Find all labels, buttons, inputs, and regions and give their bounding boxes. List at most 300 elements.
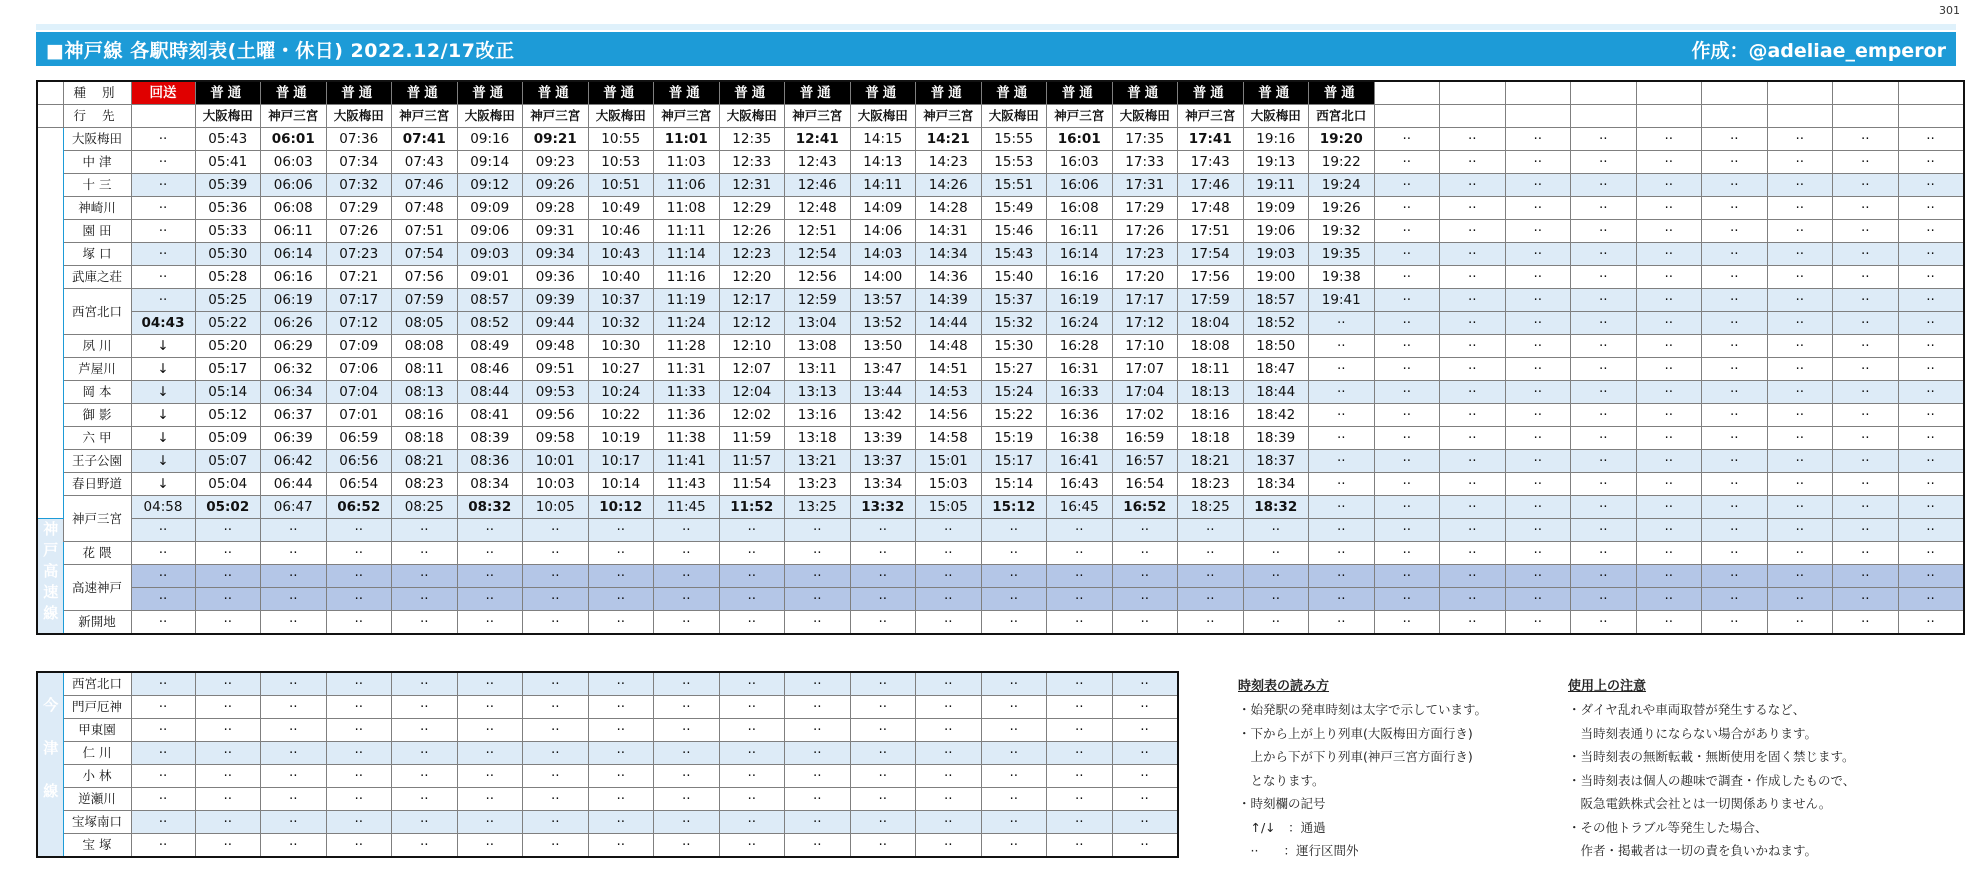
station-name: 六 甲 xyxy=(63,427,131,450)
empty-cell: ·· xyxy=(1702,611,1768,635)
time-cell: ·· xyxy=(326,588,392,611)
empty-cell: ·· xyxy=(1767,542,1833,565)
empty-cell xyxy=(1767,105,1833,128)
time-cell: 14:31 xyxy=(916,220,982,243)
time-cell: 19:35 xyxy=(1309,243,1375,266)
empty-cell: ·· xyxy=(1636,496,1702,519)
empty-cell: ·· xyxy=(1636,335,1702,358)
time-cell: 17:41 xyxy=(1178,128,1244,151)
time-cell: ·· xyxy=(1047,588,1113,611)
time-cell: 08:41 xyxy=(457,404,523,427)
empty-cell: ·· xyxy=(1636,174,1702,197)
empty-cell: ·· xyxy=(1898,128,1964,151)
time-cell: 13:16 xyxy=(785,404,851,427)
time-cell: ·· xyxy=(916,519,982,542)
time-cell: 17:23 xyxy=(1112,243,1178,266)
train-type-local: 普通 xyxy=(1047,81,1113,105)
time-cell: 11:01 xyxy=(654,128,720,151)
time-cell: 12:35 xyxy=(719,128,785,151)
empty-cell: ·· xyxy=(1571,496,1637,519)
time-cell: 05:39 xyxy=(195,174,261,197)
time-cell: 14:28 xyxy=(916,197,982,220)
time-cell: ·· xyxy=(1047,542,1113,565)
empty-cell: ·· xyxy=(1374,220,1440,243)
time-cell: 19:20 xyxy=(1309,128,1375,151)
time-cell: ·· xyxy=(719,742,785,765)
time-cell: ·· xyxy=(588,565,654,588)
table-row xyxy=(37,611,1964,635)
time-cell: ·· xyxy=(131,266,195,289)
time-cell: ·· xyxy=(523,542,589,565)
time-cell: ·· xyxy=(1178,542,1244,565)
train-destination: 大阪梅田 xyxy=(457,105,523,128)
time-cell: ·· xyxy=(523,519,589,542)
time-cell: 06:26 xyxy=(261,312,327,335)
time-cell: ·· xyxy=(1309,312,1375,335)
table-row xyxy=(37,519,1964,542)
time-cell: 15:01 xyxy=(916,450,982,473)
time-cell: ·· xyxy=(654,742,720,765)
time-cell: 08:32 xyxy=(457,496,523,519)
time-cell: ·· xyxy=(850,811,916,834)
time-cell: 17:20 xyxy=(1112,266,1178,289)
empty-cell: ·· xyxy=(1505,197,1571,220)
time-cell: ·· xyxy=(261,719,327,742)
time-cell: ·· xyxy=(195,719,261,742)
station-name: 岡 本 xyxy=(63,381,131,404)
time-cell: 12:54 xyxy=(785,243,851,266)
empty-cell: ·· xyxy=(1833,611,1899,635)
empty-cell: ·· xyxy=(1505,611,1571,635)
notes-panel xyxy=(1238,675,1954,865)
time-cell: ·· xyxy=(1178,565,1244,588)
empty-cell: ·· xyxy=(1702,588,1768,611)
time-cell: ·· xyxy=(131,128,195,151)
time-cell: 07:04 xyxy=(326,381,392,404)
time-cell: ·· xyxy=(1047,696,1113,719)
note-line: ・時刻欄の記号 xyxy=(1238,796,1326,811)
train-type-local: 普通 xyxy=(392,81,458,105)
time-cell: ·· xyxy=(131,811,195,834)
empty-cell: ·· xyxy=(1505,496,1571,519)
time-cell: 05:17 xyxy=(195,358,261,381)
time-cell: 10:14 xyxy=(588,473,654,496)
time-cell: 09:28 xyxy=(523,197,589,220)
empty-cell: ·· xyxy=(1636,358,1702,381)
empty-cell: ·· xyxy=(1767,243,1833,266)
empty-cell: ·· xyxy=(1636,542,1702,565)
time-cell: ·· xyxy=(719,611,785,635)
time-cell: ·· xyxy=(131,519,195,542)
time-cell: 11:31 xyxy=(654,358,720,381)
empty-cell: ·· xyxy=(1440,473,1506,496)
time-cell: ·· xyxy=(916,742,982,765)
time-cell: 10:24 xyxy=(588,381,654,404)
time-cell: 15:24 xyxy=(981,381,1047,404)
time-cell: 05:33 xyxy=(195,220,261,243)
empty-cell: ·· xyxy=(1767,565,1833,588)
time-cell: ·· xyxy=(719,565,785,588)
time-cell: 17:17 xyxy=(1112,289,1178,312)
time-cell: ·· xyxy=(326,565,392,588)
time-cell: 16:08 xyxy=(1047,197,1113,220)
empty-cell: ·· xyxy=(1374,358,1440,381)
time-cell: 07:56 xyxy=(392,266,458,289)
empty-cell: ·· xyxy=(1702,266,1768,289)
empty-cell: ·· xyxy=(1571,588,1637,611)
time-cell: ·· xyxy=(916,811,982,834)
empty-cell: ·· xyxy=(1702,450,1768,473)
time-cell: 17:51 xyxy=(1178,220,1244,243)
empty-cell: ·· xyxy=(1898,404,1964,427)
empty-cell: ·· xyxy=(1505,565,1571,588)
time-cell: 10:49 xyxy=(588,197,654,220)
empty-cell xyxy=(1702,81,1768,105)
time-cell: 09:01 xyxy=(457,266,523,289)
empty-cell: ·· xyxy=(1440,427,1506,450)
time-cell: 13:57 xyxy=(850,289,916,312)
time-cell: 15:27 xyxy=(981,358,1047,381)
time-cell: ·· xyxy=(523,672,589,696)
time-cell: 14:23 xyxy=(916,151,982,174)
time-cell: ·· xyxy=(588,811,654,834)
time-cell: 18:47 xyxy=(1243,358,1309,381)
time-cell: 18:11 xyxy=(1178,358,1244,381)
time-cell: ·· xyxy=(131,197,195,220)
empty-cell xyxy=(1702,105,1768,128)
time-cell: ·· xyxy=(261,519,327,542)
time-cell: ·· xyxy=(326,519,392,542)
time-cell: 12:51 xyxy=(785,220,851,243)
station-name: 宝塚南口 xyxy=(63,811,131,834)
time-cell: 10:46 xyxy=(588,220,654,243)
time-cell: 12:41 xyxy=(785,128,851,151)
time-cell: ·· xyxy=(1243,588,1309,611)
empty-cell: ·· xyxy=(1833,220,1899,243)
time-cell: 08:08 xyxy=(392,335,458,358)
time-cell: ·· xyxy=(195,565,261,588)
empty-cell: ·· xyxy=(1440,519,1506,542)
train-type-local: 普通 xyxy=(261,81,327,105)
time-cell: 09:14 xyxy=(457,151,523,174)
time-cell: ·· xyxy=(261,672,327,696)
time-cell: ·· xyxy=(1112,834,1178,858)
empty-cell: ·· xyxy=(1833,243,1899,266)
time-cell: 17:29 xyxy=(1112,197,1178,220)
time-cell: ·· xyxy=(131,696,195,719)
table-row xyxy=(37,289,1964,312)
empty-cell: ·· xyxy=(1833,174,1899,197)
time-cell: ·· xyxy=(981,742,1047,765)
empty-cell: ·· xyxy=(1702,128,1768,151)
note-line: ・当時刻表は個人の趣味で調査・作成したもので、 xyxy=(1568,772,1856,788)
time-cell: ·· xyxy=(1309,358,1375,381)
time-cell: 14:21 xyxy=(916,128,982,151)
empty-cell: ·· xyxy=(1571,335,1637,358)
usage-notes xyxy=(1568,675,1855,863)
empty-cell: ·· xyxy=(1505,289,1571,312)
time-cell: 13:04 xyxy=(785,312,851,335)
page-number: 301 xyxy=(1939,4,1960,17)
empty-cell: ·· xyxy=(1898,358,1964,381)
time-cell: 18:50 xyxy=(1243,335,1309,358)
time-cell: ·· xyxy=(131,542,195,565)
empty-cell: ·· xyxy=(1702,404,1768,427)
time-cell: ·· xyxy=(981,788,1047,811)
empty-cell: ·· xyxy=(1898,565,1964,588)
time-cell: 15:55 xyxy=(981,128,1047,151)
time-cell: 10:17 xyxy=(588,450,654,473)
train-type-local: 普通 xyxy=(719,81,785,105)
time-cell: 07:34 xyxy=(326,151,392,174)
time-cell: 07:23 xyxy=(326,243,392,266)
empty-cell: ·· xyxy=(1571,312,1637,335)
time-cell: 06:37 xyxy=(261,404,327,427)
empty-cell: ·· xyxy=(1374,611,1440,635)
empty-cell: ·· xyxy=(1505,404,1571,427)
time-cell: 06:32 xyxy=(261,358,327,381)
time-cell: 11:41 xyxy=(654,450,720,473)
time-cell: 07:32 xyxy=(326,174,392,197)
time-cell: 14:53 xyxy=(916,381,982,404)
empty-cell: ·· xyxy=(1833,473,1899,496)
time-cell: 06:54 xyxy=(326,473,392,496)
time-cell: ·· xyxy=(131,174,195,197)
time-cell: 13:25 xyxy=(785,496,851,519)
empty-cell: ·· xyxy=(1898,151,1964,174)
time-cell: ·· xyxy=(523,696,589,719)
time-cell: ·· xyxy=(654,834,720,858)
empty-cell: ·· xyxy=(1702,565,1768,588)
time-cell: 12:23 xyxy=(719,243,785,266)
time-cell: 07:54 xyxy=(392,243,458,266)
time-cell: ·· xyxy=(1112,696,1178,719)
time-cell: 09:53 xyxy=(523,381,589,404)
empty-cell: ·· xyxy=(1571,565,1637,588)
time-cell: ·· xyxy=(981,565,1047,588)
train-destination: 神戸三宮 xyxy=(785,105,851,128)
time-cell: 12:04 xyxy=(719,381,785,404)
time-cell: 16:28 xyxy=(1047,335,1113,358)
time-cell: ·· xyxy=(326,611,392,635)
train-destination: 神戸三宮 xyxy=(523,105,589,128)
time-cell: ·· xyxy=(131,151,195,174)
empty-cell: ·· xyxy=(1440,335,1506,358)
time-cell: 16:24 xyxy=(1047,312,1113,335)
time-cell: 19:09 xyxy=(1243,197,1309,220)
time-cell: 07:51 xyxy=(392,220,458,243)
station-name: 逆瀬川 xyxy=(63,788,131,811)
train-type-local: 普通 xyxy=(654,81,720,105)
empty-cell: ·· xyxy=(1440,220,1506,243)
time-cell: ·· xyxy=(1112,765,1178,788)
time-cell: ·· xyxy=(392,611,458,635)
time-cell: 17:10 xyxy=(1112,335,1178,358)
time-cell: 06:08 xyxy=(261,197,327,220)
reading-guide-title: 時刻表の読み方 xyxy=(1238,679,1330,694)
time-cell: 14:09 xyxy=(850,197,916,220)
time-cell: 08:21 xyxy=(392,450,458,473)
time-cell: 07:17 xyxy=(326,289,392,312)
empty-cell: ·· xyxy=(1702,542,1768,565)
empty-cell: ·· xyxy=(1833,289,1899,312)
empty-cell: ·· xyxy=(1833,496,1899,519)
time-cell: ·· xyxy=(392,834,458,858)
time-cell: ·· xyxy=(392,565,458,588)
train-type-local: 普通 xyxy=(195,81,261,105)
time-cell: ·· xyxy=(523,765,589,788)
empty-cell: ·· xyxy=(1374,335,1440,358)
time-cell: ·· xyxy=(916,834,982,858)
time-cell: ·· xyxy=(523,834,589,858)
time-cell: 11:45 xyxy=(654,496,720,519)
time-cell: 10:12 xyxy=(588,496,654,519)
empty-cell: ·· xyxy=(1374,266,1440,289)
time-cell: 13:08 xyxy=(785,335,851,358)
time-cell: ·· xyxy=(261,611,327,635)
train-destination: 大阪梅田 xyxy=(1243,105,1309,128)
empty-cell: ·· xyxy=(1440,496,1506,519)
time-cell: 15:51 xyxy=(981,174,1047,197)
section-label-kobe-main xyxy=(37,128,63,519)
time-cell: 14:48 xyxy=(916,335,982,358)
time-cell: ·· xyxy=(785,719,851,742)
time-cell: 04:58 xyxy=(131,496,195,519)
time-cell: ·· xyxy=(131,611,195,635)
time-cell: 14:56 xyxy=(916,404,982,427)
time-cell: 19:00 xyxy=(1243,266,1309,289)
station-name: 新開地 xyxy=(63,611,131,635)
empty-cell: ·· xyxy=(1571,611,1637,635)
time-cell: 08:23 xyxy=(392,473,458,496)
empty-cell xyxy=(1571,105,1637,128)
time-cell: 17:59 xyxy=(1178,289,1244,312)
empty-cell: ·· xyxy=(1505,588,1571,611)
empty-cell: ·· xyxy=(1571,128,1637,151)
empty-cell: ·· xyxy=(1571,542,1637,565)
empty-cell: ·· xyxy=(1702,174,1768,197)
time-cell: 14:26 xyxy=(916,174,982,197)
time-cell: 05:43 xyxy=(195,128,261,151)
empty-cell: ·· xyxy=(1833,565,1899,588)
time-cell: 06:52 xyxy=(326,496,392,519)
time-cell: ·· xyxy=(719,834,785,858)
dest-label: 行 先 xyxy=(63,105,131,128)
time-cell: ·· xyxy=(719,519,785,542)
empty-cell: ·· xyxy=(1374,450,1440,473)
time-cell: 13:34 xyxy=(850,473,916,496)
time-cell: 05:07 xyxy=(195,450,261,473)
time-cell: ·· xyxy=(392,719,458,742)
station-name: 甲東園 xyxy=(63,719,131,742)
time-cell: ·· xyxy=(719,788,785,811)
time-cell: ·· xyxy=(326,742,392,765)
empty-cell: ·· xyxy=(1702,496,1768,519)
empty-cell: ·· xyxy=(1636,450,1702,473)
time-cell: ·· xyxy=(131,565,195,588)
empty-cell: ·· xyxy=(1898,496,1964,519)
time-cell: ·· xyxy=(457,542,523,565)
time-cell: ·· xyxy=(588,588,654,611)
time-cell: ·· xyxy=(1047,611,1113,635)
time-cell: 11:06 xyxy=(654,174,720,197)
table-row xyxy=(37,473,1964,496)
time-cell: 08:05 xyxy=(392,312,458,335)
title-banner xyxy=(36,32,1956,66)
time-cell: 16:01 xyxy=(1047,128,1113,151)
time-cell: 15:49 xyxy=(981,197,1047,220)
time-cell: 08:52 xyxy=(457,312,523,335)
time-cell: 16:33 xyxy=(1047,381,1113,404)
time-cell: ·· xyxy=(523,588,589,611)
time-cell: 16:45 xyxy=(1047,496,1113,519)
time-cell: 09:21 xyxy=(523,128,589,151)
time-cell: ·· xyxy=(195,611,261,635)
time-cell: 13:44 xyxy=(850,381,916,404)
time-cell: 09:12 xyxy=(457,174,523,197)
empty-cell: ·· xyxy=(1898,243,1964,266)
time-cell: 19:38 xyxy=(1309,266,1375,289)
empty-cell xyxy=(1505,81,1571,105)
time-cell: ·· xyxy=(392,765,458,788)
empty-cell: ·· xyxy=(1440,312,1506,335)
station-name: 門戸厄神 xyxy=(63,696,131,719)
time-cell: 05:36 xyxy=(195,197,261,220)
time-cell: 10:40 xyxy=(588,266,654,289)
empty-cell: ·· xyxy=(1571,427,1637,450)
time-cell: 16:52 xyxy=(1112,496,1178,519)
time-cell: 07:48 xyxy=(392,197,458,220)
train-destination: 神戸三宮 xyxy=(916,105,982,128)
time-cell: ·· xyxy=(850,834,916,858)
time-cell: ·· xyxy=(261,811,327,834)
time-cell: 19:41 xyxy=(1309,289,1375,312)
train-destination xyxy=(131,105,195,128)
note-line: 阪急電鉄株式会社とは一切関係ありません。 xyxy=(1568,796,1832,811)
empty-cell: ·· xyxy=(1374,473,1440,496)
time-cell: 10:05 xyxy=(523,496,589,519)
time-cell: ·· xyxy=(719,588,785,611)
time-cell: 19:11 xyxy=(1243,174,1309,197)
time-cell: 11:11 xyxy=(654,220,720,243)
train-destination: 西宮北口 xyxy=(1309,105,1375,128)
empty-cell: ·· xyxy=(1571,519,1637,542)
time-cell: ·· xyxy=(916,565,982,588)
empty-cell: ·· xyxy=(1767,427,1833,450)
empty-cell: ·· xyxy=(1440,450,1506,473)
empty-cell: ·· xyxy=(1571,381,1637,404)
note-line: 上から下が下り列車(神戸三宮方面行き) xyxy=(1238,749,1473,764)
empty-cell: ·· xyxy=(1833,588,1899,611)
time-cell: 08:34 xyxy=(457,473,523,496)
time-cell: ·· xyxy=(131,788,195,811)
time-cell: ·· xyxy=(1309,496,1375,519)
empty-cell: ·· xyxy=(1767,289,1833,312)
empty-cell: ·· xyxy=(1833,450,1899,473)
empty-cell: ·· xyxy=(1440,197,1506,220)
time-cell: 05:02 xyxy=(195,496,261,519)
time-cell: 18:42 xyxy=(1243,404,1309,427)
time-cell: 16:19 xyxy=(1047,289,1113,312)
time-cell: ·· xyxy=(785,742,851,765)
station-name: 中 津 xyxy=(63,151,131,174)
time-cell: 17:43 xyxy=(1178,151,1244,174)
time-cell: ·· xyxy=(131,765,195,788)
time-cell: 18:16 xyxy=(1178,404,1244,427)
time-cell: ·· xyxy=(392,742,458,765)
train-type-local: 普通 xyxy=(981,81,1047,105)
station-name: 西宮北口 xyxy=(63,289,131,335)
